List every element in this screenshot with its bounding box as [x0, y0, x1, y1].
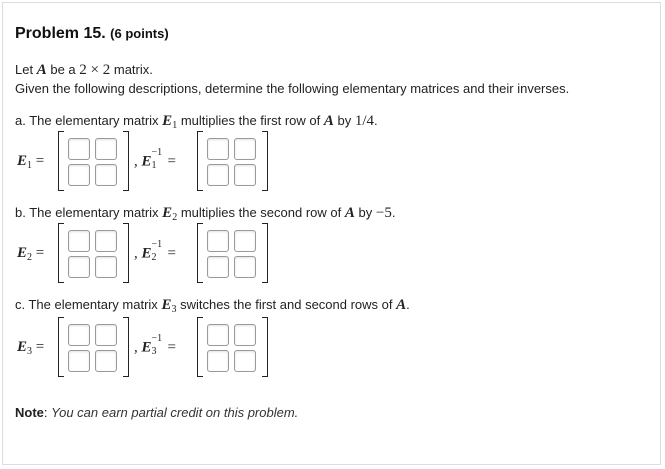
E1-entry-2-1[interactable]	[68, 164, 90, 186]
part-a-description: a. The elementary matrix $E_1$ multiplies the first row of A by 1/4.	[15, 113, 378, 131]
E1-entry-2-2[interactable]	[95, 164, 117, 186]
E1-inverse-matrix	[197, 131, 268, 193]
E3-entry-2-2[interactable]	[95, 350, 117, 372]
E3-inverse-label: , E −1 3 =	[134, 333, 176, 357]
intro-line-2: Given the following descriptions, determine the following elementary matrices and their inverses.	[15, 81, 570, 96]
E2-entry-1-2[interactable]	[95, 230, 117, 252]
E1-inverse-entry-1-1[interactable]	[207, 138, 229, 160]
E1-matrix	[58, 131, 129, 193]
E2-entry-2-1[interactable]	[68, 256, 90, 278]
E3-entry-2-1[interactable]	[68, 350, 90, 372]
E1-inverse-entry-2-1[interactable]	[207, 164, 229, 186]
part-b-description: b. The elementary matrix $E_2$ multiplies the second row of A by −5.	[15, 205, 396, 223]
E3-inverse-entry-1-1[interactable]	[207, 324, 229, 346]
partial-credit-note: Note: You can earn partial credit on this problem.	[15, 405, 299, 420]
E3-entry-1-2[interactable]	[95, 324, 117, 346]
E2-inverse-entry-1-2[interactable]	[234, 230, 256, 252]
E2-inverse-entry-1-1[interactable]	[207, 230, 229, 252]
E2-inverse-entry-2-1[interactable]	[207, 256, 229, 278]
E1-inverse-label: , E −1 1 =	[134, 147, 176, 171]
E3-inverse-matrix	[197, 317, 268, 379]
E3-entry-1-1[interactable]	[68, 324, 90, 346]
E2-entry-2-2[interactable]	[95, 256, 117, 278]
E2-inverse-label: , E −1 2 =	[134, 239, 176, 263]
E1-entry-1-1[interactable]	[68, 138, 90, 160]
part-c-description: c. The elementary matrix $E_3$ switches the first and second rows of A.	[15, 297, 410, 315]
E1-inverse-entry-1-2[interactable]	[234, 138, 256, 160]
E3-inverse-entry-2-2[interactable]	[234, 350, 256, 372]
problem-points: (6 points)	[110, 26, 169, 41]
E2-matrix	[58, 223, 129, 285]
part-a-matrices	[0, 131, 665, 193]
intro-line-1: Let A be a 2 × 2 matrix.	[15, 62, 153, 78]
problem-number: Problem 15.	[15, 25, 106, 42]
E1-label: $E_1$ =	[17, 153, 45, 171]
E3-inverse-entry-2-1[interactable]	[207, 350, 229, 372]
E1-inverse-entry-2-2[interactable]	[234, 164, 256, 186]
E1-entry-1-2[interactable]	[95, 138, 117, 160]
E2-entry-1-1[interactable]	[68, 230, 90, 252]
E3-label: $E_3$ =	[17, 339, 45, 357]
E2-inverse-entry-2-2[interactable]	[234, 256, 256, 278]
E3-inverse-entry-1-2[interactable]	[234, 324, 256, 346]
problem-title	[15, 25, 169, 43]
part-b-matrices	[0, 223, 665, 285]
part-c-matrices	[0, 317, 665, 379]
E2-inverse-matrix	[197, 223, 268, 285]
E2-label: $E_2$ =	[17, 245, 45, 263]
E3-matrix	[58, 317, 129, 379]
